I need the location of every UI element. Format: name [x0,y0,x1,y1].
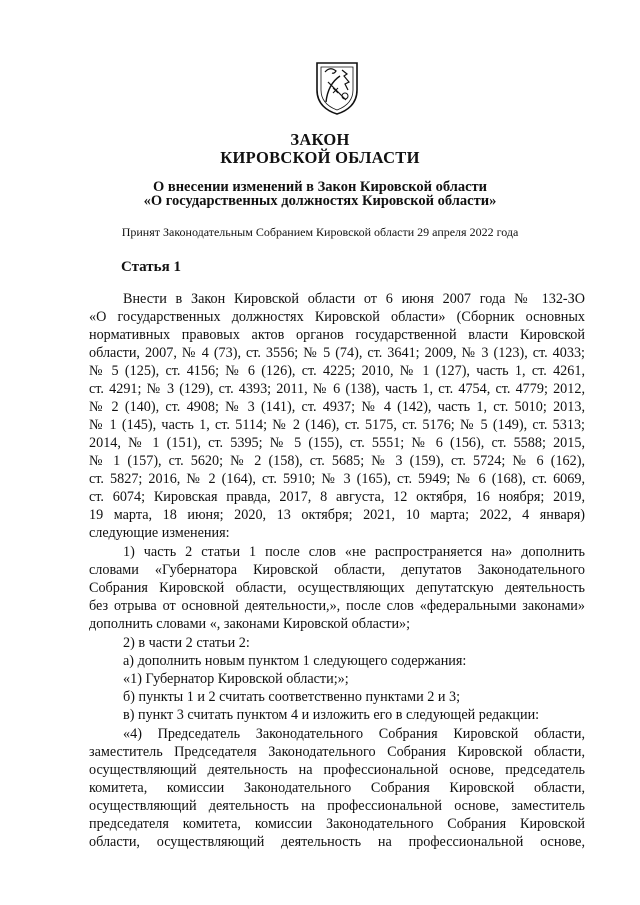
subject-line-2: «О государственных должностях Кировской области» [143,193,497,209]
region-title: КИРОВСКОЙ ОБЛАСТИ [220,148,420,167]
body-line: комитета, комиссии Законодательного Собрания Кировской области, [89,780,585,796]
body-line: «О государственных должностях Кировской области» (Сборник основных [89,309,585,325]
body-line: ст. 6074; Кировская правда, 2017, 8 августа, 12 октября, 16 ноября; 2019, [89,489,585,505]
body-line: Собрания Кировской области, осуществляющих депутатскую деятельность [89,580,585,596]
body-line: 1) часть 2 статьи 1 после слов «не распространяется на» дополнить [123,544,585,560]
subject-line-1: О внесении изменений в Закон Кировской области [152,179,488,195]
body-line: нормативных правовых актов органов государственной власти Кировской [89,327,585,343]
body-line: № 5 (125), ст. 4156; № 6 (126), ст. 4225; 2010, № 1 (127), часть 1, ст. 4261, [89,363,585,379]
body-line: 2) в части 2 статьи 2: [123,635,250,651]
document-type-title: ЗАКОН [290,130,350,149]
body-line: Внести в Закон Кировской области от 6 июня 2007 года № 132-ЗО [123,291,585,307]
body-line: № 1 (157), ст. 5620; № 2 (158), ст. 5685; № 3 (159), ст. 5724; № 6 (162), [89,453,585,469]
body-line: ст. 4291; № 3 (129), ст. 4393; 2011, № 6 (138), часть 1, ст. 4754, ст. 4779; 2012, [89,381,585,397]
body-line: № 2 (140), ст. 4908; № 3 (141), ст. 4937; № 4 (142), часть 1, ст. 5010; 2013, [89,399,585,415]
adoption-note: Принят Законодательным Собранием Кировской области 29 апреля 2022 года [121,225,519,239]
body-line: ст. 5827; 2016, № 2 (164), ст. 5910; № 3 (165), ст. 5949; № 6 (168), ст. 6069, [89,471,585,487]
body-line: заместитель Председателя Законодательного Собрания Кировской области, [89,744,585,760]
body-line: 2014, № 1 (151), ст. 5395; № 5 (155), ст. 5551; № 6 (156), ст. 5588; 2015, [89,435,585,451]
body-line: № 1 (145), часть 1, ст. 5114; № 2 (146), ст. 5175, ст. 5176; № 5 (149), ст. 5313; [89,417,585,433]
body-line: дополнить словами «, законами Кировской области»; [89,616,411,632]
body-line: 19 марта, 18 июня; 2020, 13 октября; 2021, 10 марта; 2022, 4 января) [89,507,585,523]
body-line: следующие изменения: [89,525,230,541]
body-line: в) пункт 3 считать пунктом 4 и изложить его в следующей редакции: [123,707,540,723]
body-line: а) дополнить новым пунктом 1 следующего содержания: [123,653,467,669]
body-line: осуществляющий деятельность на профессиональной основе, председатель [89,762,585,778]
body-line: осуществляющий деятельность на профессиональной основе, заместитель [89,798,585,814]
body-line: председателя комитета, комиссии Законодательного Собрания Кировской [89,816,585,832]
article-heading: Статья 1 [121,259,181,275]
body-line: б) пункты 1 и 2 считать соответственно пунктами 2 и 3; [123,689,461,705]
body-line: словами «Губернатора Кировской области, депутатов Законодательного [89,562,585,578]
body-line: «1) Губернатор Кировской области;»; [123,671,349,687]
body-line: области, осуществляющий деятельность на профессиональной основе, [89,834,585,850]
body-line: «4) Председатель Законодательного Собрания Кировской области, [123,726,585,742]
body-line: без отрыва от основной деятельности,», после слов «федеральными законами» [89,598,585,614]
kirov-coat-of-arms-icon [314,60,360,116]
body-line: области, 2007, № 4 (73), ст. 3556; № 5 (74), ст. 3641; 2009, № 3 (123), ст. 4033; [89,345,585,361]
